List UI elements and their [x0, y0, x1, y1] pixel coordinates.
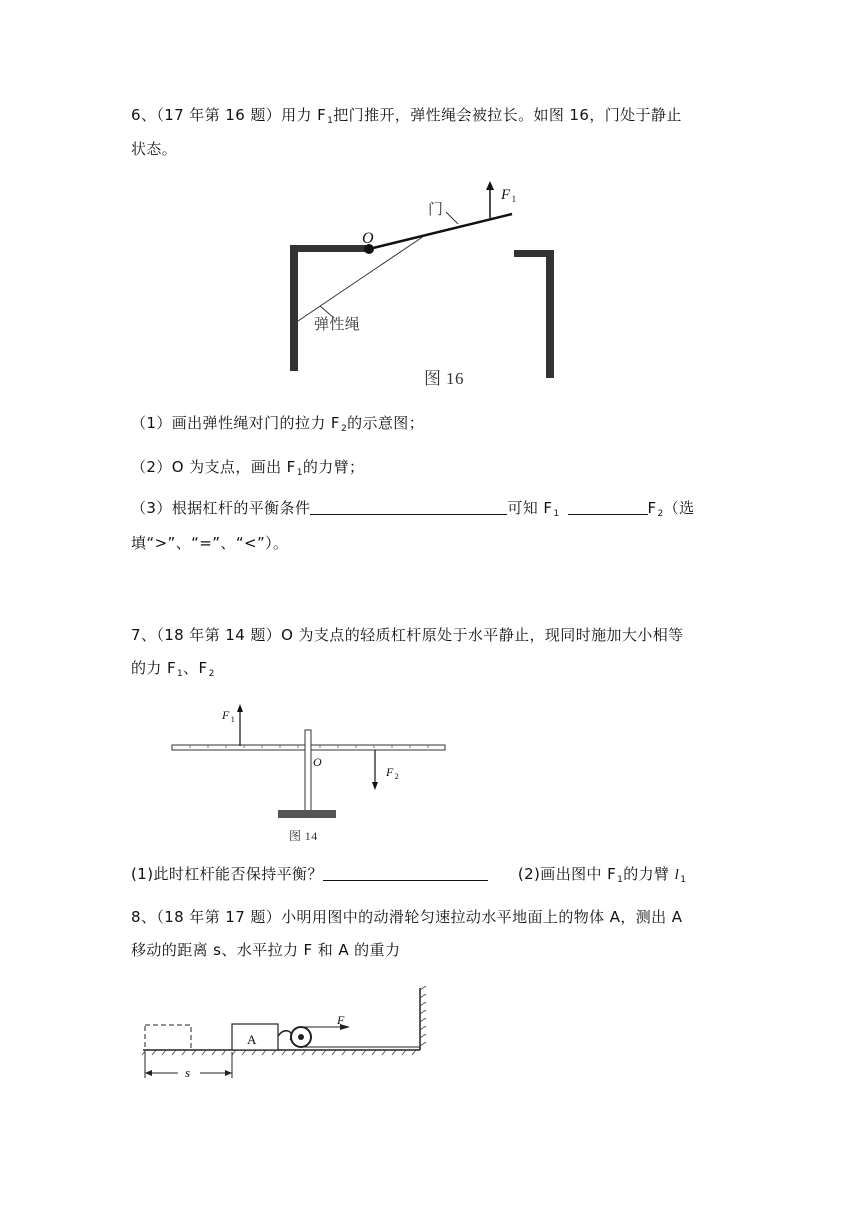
right-wall-top [514, 250, 554, 257]
answer-blank-balance[interactable] [323, 865, 488, 881]
q6-part-1: （1）画出弹性绳对门的拉力 $F_2$的示意图； [131, 414, 425, 434]
q8-line-2: 移动的距离 s、水平拉力 F 和 A 的重力 [131, 941, 401, 959]
q6-number: 6、 [131, 106, 157, 124]
fig14-label-O: O [313, 755, 323, 769]
q6-part-2: （2）O 为支点，画出 $F_1$的力臂； [131, 458, 365, 478]
answer-blank-condition[interactable] [310, 499, 507, 515]
wall-hatch [420, 986, 426, 1046]
q7-source: （18 年第 14 题） [156, 626, 282, 644]
fig16-caption: 图 16 [424, 369, 464, 388]
fig16-label-O: O [362, 230, 374, 247]
q6-line-1: 6、（17 年第 16 题）用力 $F_1$把门推开，弹性绳会被拉长。如图 16，门处于静止 [131, 106, 682, 126]
q6-part-3-line-2: 填“>”、“=”、“<”）。 [131, 534, 289, 552]
fig-pulley-label-F: F [337, 1013, 345, 1027]
fig14-caption: 图 14 [289, 829, 318, 843]
q8-source: （18 年第 17 题） [156, 908, 282, 926]
block-initial-dashed [145, 1025, 191, 1050]
q7-parts: (1)此时杠杆能否保持平衡？ (2)画出图中 $F_1$的力臂 $l_1$ [131, 865, 687, 885]
pulley-axle [298, 1034, 304, 1040]
fig-pulley-label-s: s [185, 1065, 191, 1080]
q6-source: （17 年第 16 题） [156, 106, 282, 124]
fig14-label-F1: $F_1$ [222, 708, 236, 724]
q8-number: 8、 [131, 908, 157, 926]
q6-line-2: 状态。 [131, 140, 178, 158]
left-wall [290, 245, 298, 371]
left-wall-top [290, 245, 370, 252]
support-post [305, 730, 311, 812]
fig14-label-F2: $F_2$ [386, 765, 400, 781]
support-base [278, 810, 336, 818]
figure-14 [0, 690, 860, 890]
answer-blank-compare[interactable] [568, 499, 648, 515]
door-leader [446, 212, 458, 224]
q6-part-3: （3）根据杠杆的平衡条件 可知 $F_1$ $F_2$（选 [131, 499, 695, 519]
figure-pulley [0, 980, 860, 1120]
fig-pulley-label-A: A [247, 1032, 257, 1047]
fig16-label-F1: $F_1$ [501, 187, 517, 204]
fig16-label-door: 门 [428, 200, 444, 218]
q7-line-2: 的力 $F_1$、$F_2$ [131, 659, 215, 679]
q8-line-1: 8、（18 年第 17 题）小明用图中的动滑轮匀速拉动水平地面上的物体 A，测出 A [131, 908, 683, 926]
q7-line-1: 7、（18 年第 14 题）O 为支点的轻质杠杆原处于水平静止，现同时施加大小相等 [131, 626, 684, 644]
right-wall [546, 250, 554, 378]
fig16-label-rope: 弹性绳 [314, 315, 361, 333]
hook [278, 1031, 292, 1040]
q7-number: 7、 [131, 626, 157, 644]
